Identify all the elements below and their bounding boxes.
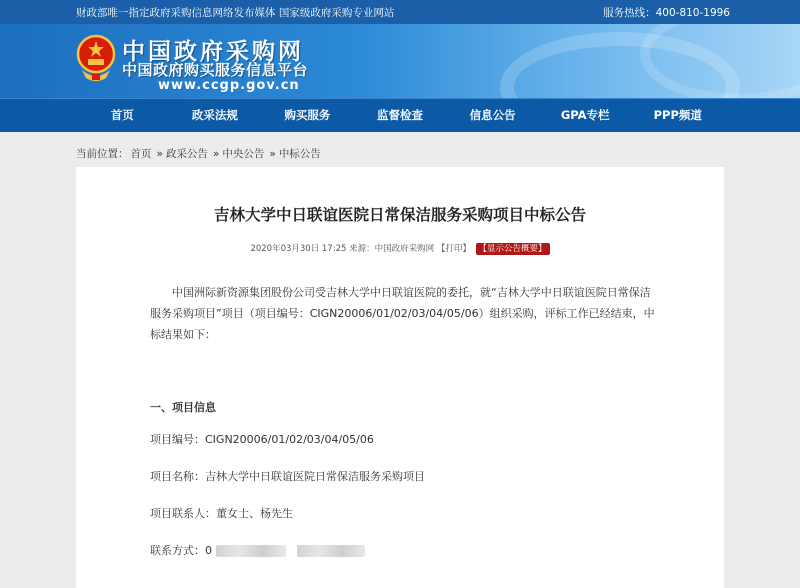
section-heading: 一、项目信息 [150,401,216,414]
article-date: 2020年03月30日 17:25 [250,244,347,254]
nav-item-purchase-services[interactable]: 购买服务 [284,108,331,122]
nav-item-supervision[interactable]: 监督检查 [377,108,424,122]
site-subtitle: 中国政府购买服务信息平台 [122,61,309,79]
nav-item-gpa[interactable]: GPA专栏 [560,108,610,122]
article-panel [76,167,724,588]
nav-item-ppp[interactable]: PPP频道 [653,108,702,122]
article-source: 来源：中国政府采购网 [349,244,435,254]
breadcrumb-award[interactable]: 中标公告 [278,148,321,160]
site-title: 中国政府采购网 [122,39,304,65]
print-link[interactable]: 【打印】 [436,244,471,254]
contact-method [150,542,365,558]
contact-method-label: 联系方式：0 [150,544,212,557]
article-meta [76,242,724,255]
site-slogan: 财政部唯一指定政府采购信息网络发布媒体 国家级政府采购专业网站 [76,7,395,19]
redacted-block [216,545,286,557]
breadcrumb-central[interactable]: 中央公告 [222,148,265,160]
nav-item-home[interactable]: 首页 [110,108,134,122]
redacted-block [297,545,365,557]
site-domain: www.ccgp.gov.cn [158,78,300,93]
show-summary-button[interactable]: 【显示公告概要】 [476,243,550,255]
breadcrumb-separator: » [156,148,163,160]
top-info-bar [0,0,800,24]
national-emblem-icon [76,34,116,82]
article-intro: 中国洲际新资源集团股份公司受吉林大学中日联谊医院的委托，就“吉林大学中日联谊医院日常保洁服务采购项目”项目（项目编号：CIGN20006/01/02/03/04/05/06）组织采购，评标工作已经结束，中标结果如下： [150,286,655,341]
main-nav [0,98,800,132]
project-name: 项目名称：吉林大学中日联谊医院日常保洁服务采购项目 [150,470,425,483]
breadcrumb [76,146,323,161]
breadcrumb-procurement[interactable]: 政采公告 [165,148,208,160]
project-number: 项目编号：CIGN20006/01/02/03/04/05/06 [150,433,374,446]
contact-person: 项目联系人：董女士、杨先生 [150,507,293,520]
article-title: 吉林大学中日联谊医院日常保洁服务采购项目中标公告 [213,206,586,224]
breadcrumb-separator: » [212,148,220,160]
breadcrumb-separator: » [269,148,276,160]
nav-item-announcements[interactable]: 信息公告 [469,108,516,122]
service-hotline: 服务热线：400-810-1996 [603,7,730,19]
site-banner [0,24,800,98]
breadcrumb-prefix: 当前位置： [76,148,129,160]
breadcrumb-home[interactable]: 首页 [130,148,152,160]
nav-item-regulations[interactable]: 政采法规 [191,108,238,122]
